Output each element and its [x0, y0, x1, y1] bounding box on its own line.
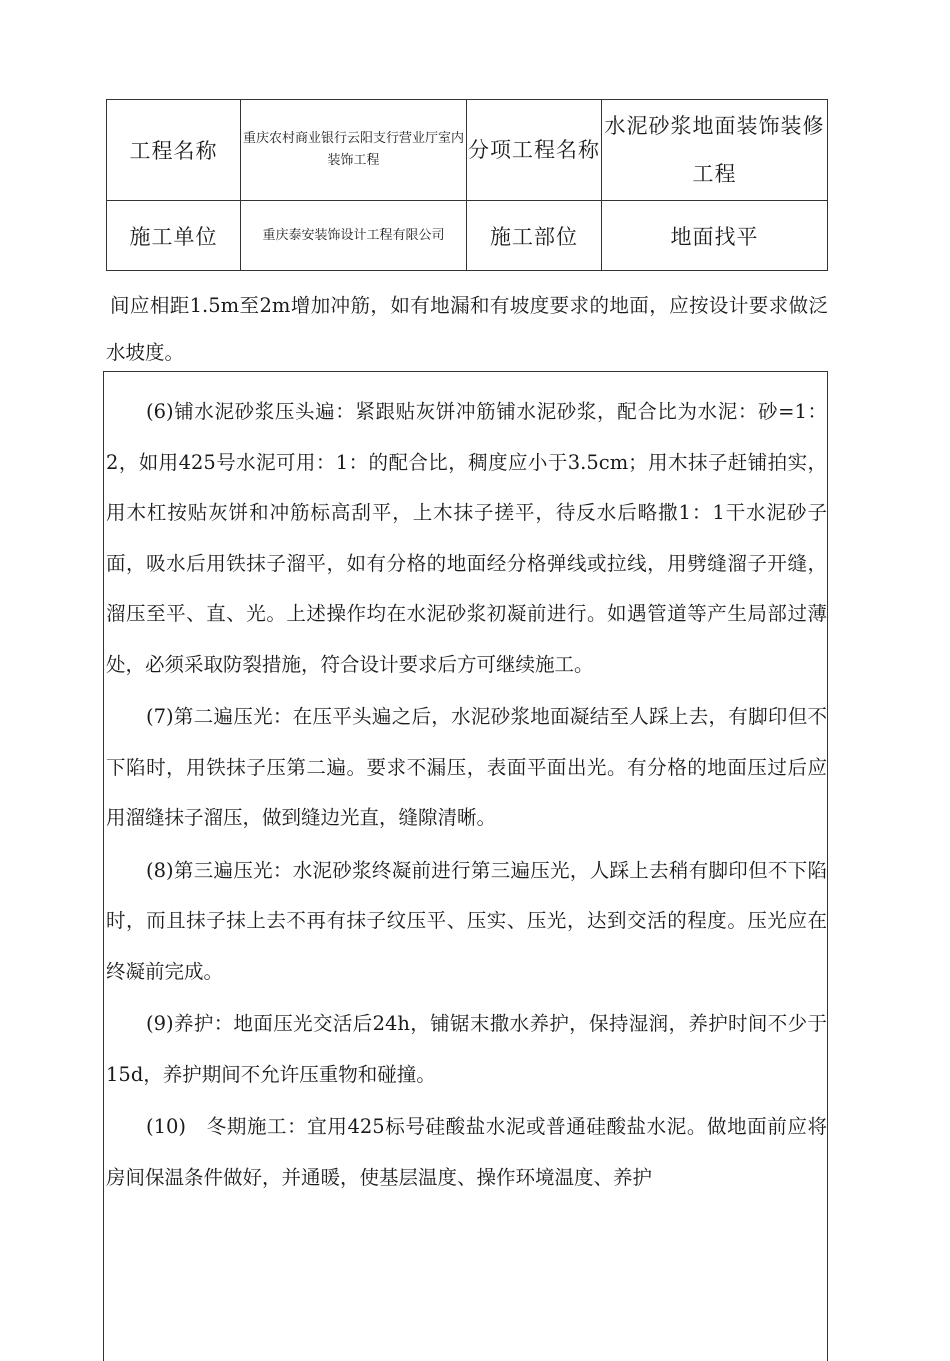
location-label: 施工部位	[467, 201, 602, 271]
contractor-value: 重庆泰安装饰设计工程有限公司	[241, 201, 467, 271]
sub-project-label: 分项工程名称	[467, 100, 602, 201]
project-info-table	[106, 99, 828, 271]
project-name-value: 重庆农村商业银行云阳支行营业厅室内装饰工程	[241, 100, 467, 201]
sub-project-value: 水泥砂浆地面装饰装修工程	[602, 100, 828, 201]
location-value: 地面找平	[602, 201, 828, 271]
step-9-paragraph: (9)养护：地面压光交活后24h，铺锯末撒水养护，保持湿润，养护时间不少于15d，养护期间不允许压重物和碰撞。	[106, 1012, 827, 1086]
project-name-label: 工程名称	[107, 100, 241, 201]
table-row	[107, 201, 828, 271]
step-6-paragraph: (6)铺水泥砂浆压头遍：紧跟贴灰饼冲筋铺水泥砂浆，配合比为水泥：砂=1：2，如用425号水泥可用：1：的配合比，稠度应小于3.5cm；用木抹子赶铺拍实，用木杠按贴灰饼和冲筋标高刮平，上木抹子搓平，待反水后略撒1：1干水泥砂子面，吸水后用铁抹子溜平，如有分格的地面经分格弹线或拉线，用劈缝溜子开缝，溜压至平、直、光。上述操作均在水泥砂浆初凝前进行。如遇管道等产生局部过薄处，必须采取防裂措施，符合设计要求后方可继续施工。	[106, 400, 827, 676]
step-7-paragraph: (7)第二遍压光：在压平头遍之后，水泥砂浆地面凝结至人踩上去，有脚印但不下陷时，用铁抹子压第二遍。要求不漏压，表面平面出光。有分格的地面压过后应用溜缝抹子溜压，做到缝边光直，缝隙清晰。	[106, 705, 827, 829]
contractor-label: 施工单位	[107, 201, 241, 271]
table-row	[107, 100, 828, 201]
intro-paragraph: 间应相距1.5m至2m增加冲筋，如有地漏和有坡度要求的地面，应按设计要求做泛水坡度。	[106, 294, 828, 364]
step-10-paragraph: (10) 冬期施工：宜用425标号硅酸盐水泥或普通硅酸盐水泥。做地面前应将房间保温条件做好，并通暖，使基层温度、操作环境温度、养护	[106, 1115, 827, 1189]
step-8-paragraph: (8)第三遍压光：水泥砂浆终凝前进行第三遍压光，人踩上去稍有脚印但不下陷时，而且抹子抹上去不再有抹子纹压平、压实、压光，达到交活的程度。压光应在终凝前完成。	[106, 858, 827, 983]
construction-steps-box	[103, 371, 828, 1361]
